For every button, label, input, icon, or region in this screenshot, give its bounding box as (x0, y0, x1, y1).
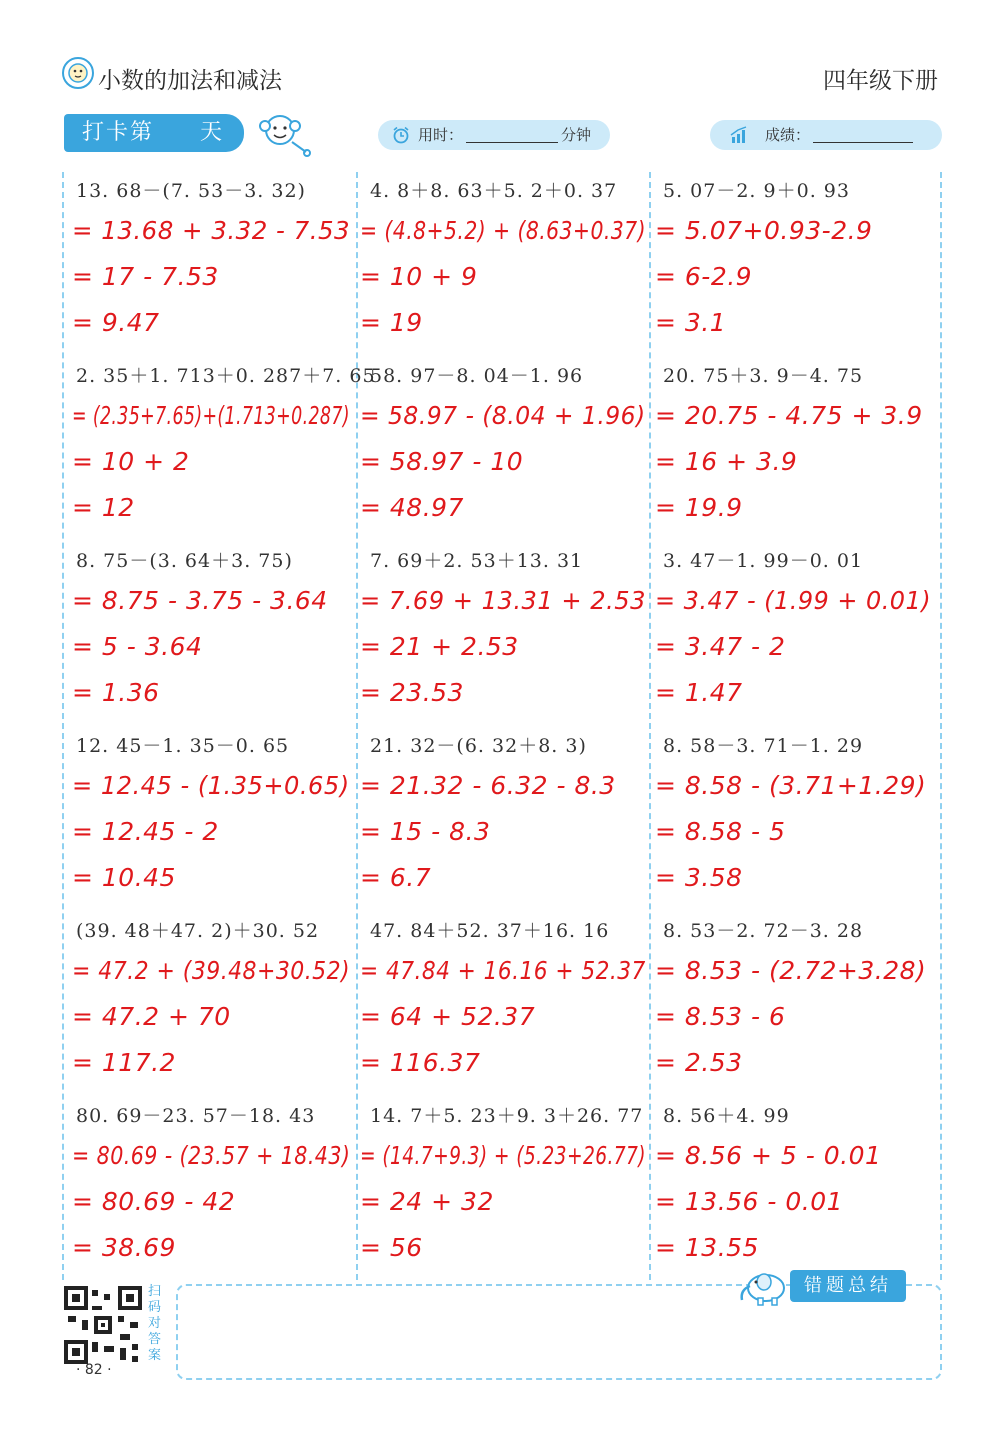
mistake-summary-label: 错题总结 (790, 1270, 906, 1302)
handwritten-step: = 19 (360, 308, 423, 337)
handwritten-step: = 10 + 2 (72, 447, 190, 476)
handwritten-step: = 12.45 - (1.35+0.65) (72, 771, 350, 800)
handwritten-step: = 3.1 (655, 308, 727, 337)
problem-expression: 7. 69＋2. 53＋13. 31 (370, 550, 584, 572)
time-unit: 分钟 (561, 126, 592, 144)
handwritten-step: = 3.47 - (1.99 + 0.01) (655, 586, 932, 615)
time-label: 用时： (418, 126, 464, 144)
handwritten-step: = 9.47 (72, 308, 160, 337)
handwritten-step: = 5.07+0.93-2.9 (655, 216, 873, 245)
handwritten-step: = (4.8+5.2) + (8.63+0.37) (360, 216, 646, 245)
handwritten-step: = 7.69 + 13.31 + 2.53 (360, 586, 646, 615)
handwritten-step: = 38.69 (72, 1233, 176, 1262)
handwritten-step: = 13.68 + 3.32 - 7.53 (72, 216, 351, 245)
elephant-mascot-icon (734, 1266, 792, 1306)
handwritten-step: = 2.53 (655, 1048, 743, 1077)
problem-expression: (39. 48＋47. 2)＋30. 52 (76, 920, 320, 942)
problem-expression: 21. 32－(6. 32＋8. 3) (370, 735, 587, 757)
problem-expression: 5. 07－2. 9＋0. 93 (663, 180, 850, 202)
handwritten-step: = 19.9 (655, 493, 743, 522)
problem-expression: 2. 35＋1. 713＋0. 287＋7. 65 (76, 365, 376, 387)
problem-expression: 13. 68－(7. 53－3. 32) (76, 180, 306, 202)
time-field[interactable] (378, 120, 610, 150)
checkin-left-label: 打卡第 (82, 120, 155, 145)
score-label: 成绩： (765, 126, 811, 144)
problem-expression: 8. 58－3. 71－1. 29 (663, 735, 864, 757)
page-number: · 82 · (76, 1362, 112, 1378)
handwritten-step: = 6.7 (360, 863, 432, 892)
handwritten-step: = 58.97 - (8.04 + 1.96) (360, 401, 646, 430)
column-divider (649, 172, 651, 1280)
handwritten-step: = 1.36 (72, 678, 160, 707)
handwritten-step: = 12 (72, 493, 135, 522)
handwritten-step: = 47.84 + 16.16 + 52.37 (360, 956, 646, 985)
handwritten-step: = 116.37 (360, 1048, 481, 1077)
handwritten-step: = 48.97 (360, 493, 464, 522)
handwritten-step: = 8.53 - 6 (655, 1002, 786, 1031)
handwritten-step: = 15 - 8.3 (360, 817, 491, 846)
page-title: 小数的加法和减法 (98, 68, 282, 94)
alarm-clock-icon (392, 126, 410, 144)
handwritten-step: = 21 + 2.53 (360, 632, 519, 661)
handwritten-step: = 20.75 - 4.75 + 3.9 (655, 401, 923, 430)
qr-code-icon[interactable] (64, 1286, 142, 1364)
handwritten-step: = (2.35+7.65)+(1.713+0.287) (72, 401, 350, 430)
qr-caption: 扫码对答案 (148, 1284, 162, 1363)
handwritten-step: = 1.47 (655, 678, 743, 707)
handwritten-step: = 80.69 - (23.57 + 18.43) (72, 1141, 351, 1170)
problem-expression: 58. 97－8. 04－1. 96 (370, 365, 584, 387)
handwritten-step: = 58.97 - 10 (360, 447, 524, 476)
handwritten-step: = 117.2 (72, 1048, 176, 1077)
score-field[interactable] (710, 120, 942, 150)
handwritten-step: = 24 + 32 (360, 1187, 494, 1216)
problem-expression: 47. 84＋52. 37＋16. 16 (370, 920, 610, 942)
handwritten-step: = 8.58 - 5 (655, 817, 786, 846)
monkey-mascot-icon (252, 108, 312, 158)
lion-mascot-icon (60, 55, 96, 91)
handwritten-step: = 5 - 3.64 (72, 632, 203, 661)
handwritten-step: = 17 - 7.53 (72, 262, 219, 291)
handwritten-step: = 21.32 - 6.32 - 8.3 (360, 771, 616, 800)
handwritten-step: = 13.55 (655, 1233, 759, 1262)
grade-label: 四年级下册 (823, 68, 938, 94)
problem-expression: 8. 56＋4. 99 (663, 1105, 790, 1127)
problem-expression: 8. 75－(3. 64＋3. 75) (76, 550, 293, 572)
checkin-right-label: 天 (200, 120, 225, 145)
column-divider (356, 172, 358, 1280)
handwritten-step: = 10 + 9 (360, 262, 478, 291)
handwritten-step: = 10.45 (72, 863, 176, 892)
handwritten-step: = 3.47 - 2 (655, 632, 786, 661)
handwritten-step: = 23.53 (360, 678, 464, 707)
handwritten-step: = 8.58 - (3.71+1.29) (655, 771, 927, 800)
time-blank[interactable] (466, 128, 558, 143)
problem-expression: 3. 47－1. 99－0. 01 (663, 550, 864, 572)
checkin-banner (64, 114, 244, 152)
handwritten-step: = 47.2 + 70 (72, 1002, 231, 1031)
handwritten-step: = 8.56 + 5 - 0.01 (655, 1141, 882, 1170)
handwritten-step: = 64 + 52.37 (360, 1002, 536, 1031)
handwritten-step: = 8.75 - 3.75 - 3.64 (72, 586, 328, 615)
handwritten-step: = 47.2 + (39.48+30.52) (72, 956, 351, 985)
handwritten-step: = 80.69 - 42 (72, 1187, 236, 1216)
column-divider-right (940, 172, 942, 1280)
handwritten-step: = 6-2.9 (655, 262, 753, 291)
handwritten-step: = 56 (360, 1233, 423, 1262)
handwritten-step: = (14.7+9.3) + (5.23+26.77) (360, 1141, 646, 1170)
handwritten-step: = 16 + 3.9 (655, 447, 798, 476)
problem-expression: 14. 7＋5. 23＋9. 3＋26. 77 (370, 1105, 644, 1127)
problem-expression: 8. 53－2. 72－3. 28 (663, 920, 864, 942)
handwritten-step: = 12.45 - 2 (72, 817, 219, 846)
problem-expression: 80. 69－23. 57－18. 43 (76, 1105, 316, 1127)
column-divider-left (62, 172, 64, 1280)
handwritten-step: = 13.56 - 0.01 (655, 1187, 844, 1216)
problem-expression: 4. 8＋8. 63＋5. 2＋0. 37 (370, 180, 618, 202)
handwritten-step: = 3.58 (655, 863, 743, 892)
problem-expression: 20. 75＋3. 9－4. 75 (663, 365, 864, 387)
handwritten-step: = 8.53 - (2.72+3.28) (655, 956, 927, 985)
problem-expression: 12. 45－1. 35－0. 65 (76, 735, 290, 757)
bar-chart-icon (730, 126, 748, 144)
score-blank[interactable] (813, 128, 913, 143)
